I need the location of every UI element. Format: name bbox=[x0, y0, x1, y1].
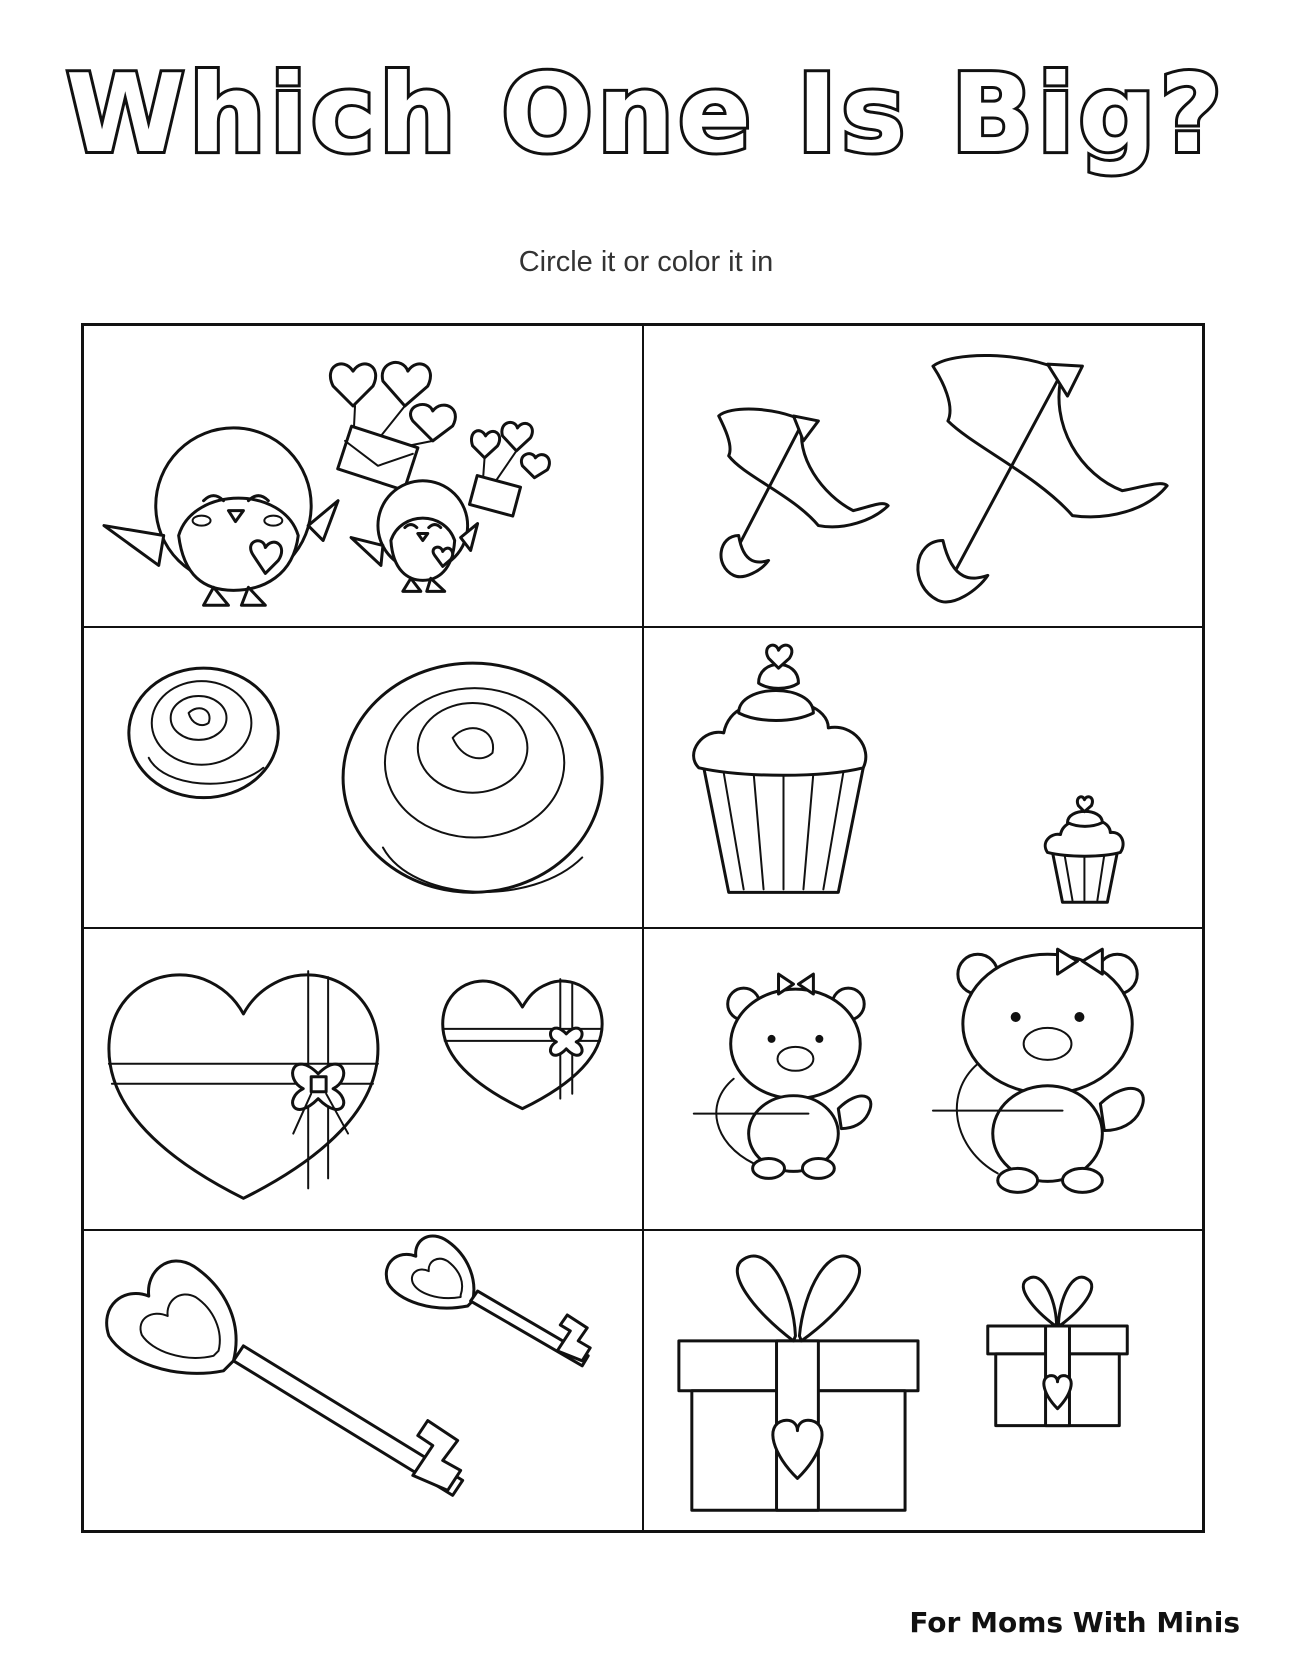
roses-illustration bbox=[84, 628, 642, 928]
bears-illustration bbox=[644, 929, 1202, 1229]
big-bear-picture[interactable] bbox=[933, 949, 1143, 1192]
small-heart-box-picture[interactable] bbox=[443, 979, 602, 1109]
cell-roses bbox=[83, 627, 643, 929]
big-bow-arrow-picture[interactable] bbox=[918, 355, 1167, 601]
small-rose-picture[interactable] bbox=[129, 668, 278, 798]
heart-boxes-illustration bbox=[84, 929, 642, 1229]
small-bow-arrow-picture[interactable] bbox=[719, 409, 888, 577]
big-heart-box-picture[interactable] bbox=[109, 971, 378, 1198]
small-key-picture[interactable] bbox=[386, 1236, 590, 1366]
cell-gifts bbox=[643, 1230, 1203, 1532]
keys-illustration bbox=[84, 1231, 642, 1531]
big-gift-picture[interactable] bbox=[679, 1256, 918, 1510]
small-cupcake-picture[interactable] bbox=[1045, 796, 1123, 902]
cell-penguins bbox=[83, 325, 643, 627]
bow-arrow-illustration bbox=[644, 326, 1202, 626]
brand-footer: For Moms With Minis bbox=[909, 1606, 1240, 1639]
penguins-illustration bbox=[84, 326, 642, 626]
small-gift-picture[interactable] bbox=[988, 1277, 1128, 1425]
cupcakes-illustration bbox=[644, 628, 1202, 928]
cell-keys bbox=[83, 1230, 643, 1532]
small-bear-picture[interactable] bbox=[694, 974, 871, 1178]
gifts-illustration bbox=[644, 1231, 1202, 1531]
cell-heart-boxes bbox=[83, 928, 643, 1230]
cell-bears bbox=[643, 928, 1203, 1230]
worksheet-title: Which One Is Big? bbox=[65, 52, 1227, 177]
picture-grid bbox=[81, 323, 1205, 1533]
cell-bow-arrow bbox=[643, 325, 1203, 627]
big-cupcake-picture[interactable] bbox=[694, 645, 866, 892]
big-rose-picture[interactable] bbox=[343, 663, 602, 892]
cell-cupcakes bbox=[643, 627, 1203, 929]
instruction-text: Circle it or color it in bbox=[518, 246, 774, 278]
